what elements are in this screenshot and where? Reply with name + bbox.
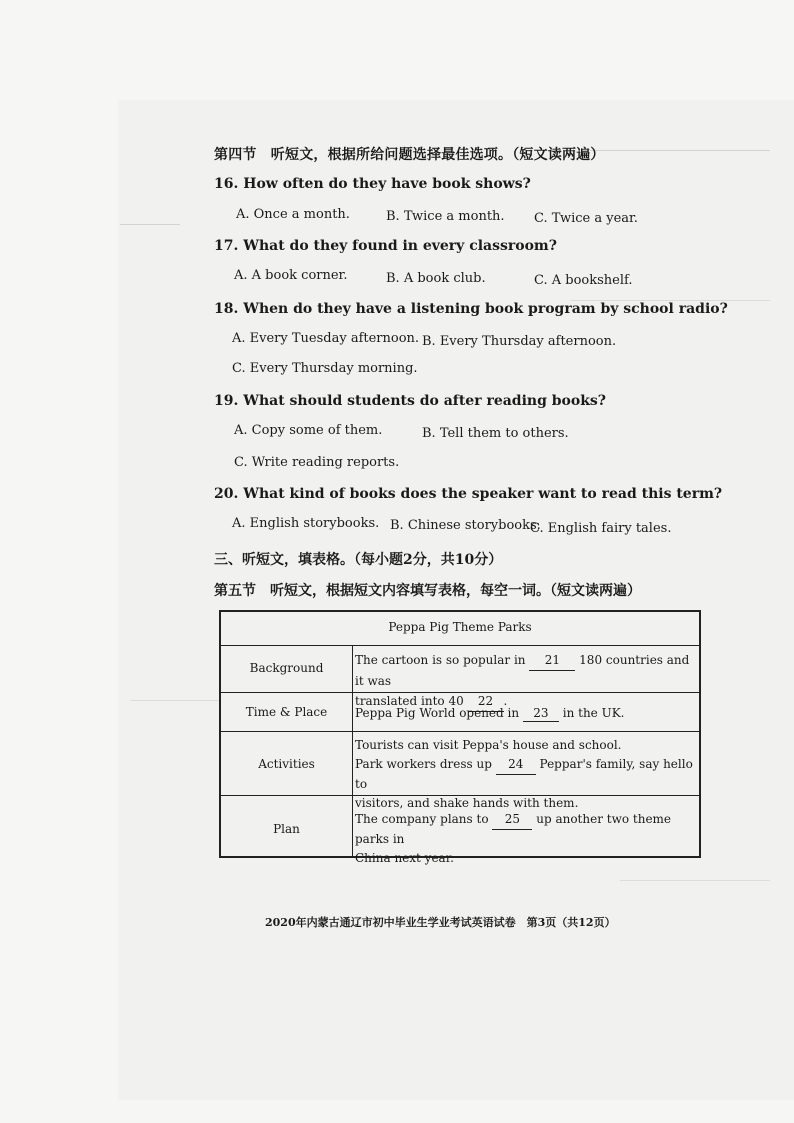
question-19: 19. What should students do after reading books? xyxy=(214,393,606,409)
activities-content xyxy=(355,736,699,813)
table-row-divider xyxy=(221,645,699,646)
table-row-divider xyxy=(221,731,699,732)
background-text: 180 countries and it was xyxy=(355,653,690,688)
question-17: 17. What do they found in every classroom? xyxy=(214,238,557,254)
question-16: 16. How often do they have book shows? xyxy=(214,176,531,192)
activities-text: Park workers dress up xyxy=(355,757,492,771)
q16-option-c: C. Twice a year. xyxy=(534,211,638,226)
question-20: 20. What kind of books does the speaker want to read this term? xyxy=(214,486,723,502)
question-18: 18. When do they have a listening book program by school radio? xyxy=(214,301,728,317)
table-column-divider xyxy=(352,645,353,856)
q19-option-b: B. Tell them to others. xyxy=(422,426,569,441)
background-text: . xyxy=(503,694,508,708)
time-content xyxy=(355,705,699,722)
background-text: The cartoon is so popular in xyxy=(355,653,526,667)
theme-parks-table xyxy=(219,610,701,865)
q17-option-a: A. A book corner. xyxy=(234,268,348,283)
bleed-through-mark xyxy=(620,880,770,881)
bleed-through-mark xyxy=(120,224,180,225)
q18-option-c: C. Every Thursday morning. xyxy=(232,361,418,376)
q20-option-a: A. English storybooks. xyxy=(232,516,380,531)
activities-text: Tourists can visit Peppa's house and school. xyxy=(355,738,622,752)
activities-text: visitors, and shake hands with them. xyxy=(355,796,579,810)
label-time-place: Time & Place xyxy=(245,705,328,719)
label-plan: Plan xyxy=(273,822,300,836)
time-text: in the UK. xyxy=(562,706,625,720)
blank-23[interactable]: 23 xyxy=(523,705,559,722)
q19-option-c: C. Write reading reports. xyxy=(234,455,400,470)
q16-option-a: A. Once a month. xyxy=(236,207,350,222)
q19-option-a: A. Copy some of them. xyxy=(234,423,383,438)
background-text: translated into 40 xyxy=(355,694,464,708)
plan-text: The company plans to xyxy=(355,812,489,826)
section4-heading: 第四节 听短文，根据所给问题选择最佳选项。（短文读两遍） xyxy=(214,147,605,163)
label-background: Background xyxy=(249,661,324,675)
table-title: Peppa Pig Theme Parks xyxy=(388,620,532,634)
q18-option-a: A. Every Tuesday afternoon. xyxy=(232,331,420,346)
plan-content xyxy=(355,810,699,868)
q20-option-c: C. English fairy tales. xyxy=(530,521,672,536)
blank-24[interactable]: 24 xyxy=(496,755,536,775)
plan-text: up another two theme parks in xyxy=(355,812,672,846)
q16-option-b: B. Twice a month. xyxy=(386,209,505,224)
plan-text: China next year. xyxy=(355,851,454,865)
page-footer: 2020年内蒙古通辽市初中毕业生学业考试英语试卷 第3页（共12页） xyxy=(265,916,616,929)
q20-option-b: B. Chinese storybooks. xyxy=(390,518,541,533)
section5-heading: 第五节 听短文，根据短文内容填写表格，每空一词。（短文读两遍） xyxy=(214,583,641,599)
blank-25[interactable]: 25 xyxy=(492,810,532,830)
part3-heading: 三、听短文，填表格。（每小题2分，共10分） xyxy=(214,552,503,568)
time-text: Peppa Pig World opened in xyxy=(355,706,520,720)
blank-21[interactable]: 21 xyxy=(529,650,575,671)
q17-option-c: C. A bookshelf. xyxy=(534,273,633,288)
blank-22[interactable]: 22 xyxy=(468,691,504,712)
q17-option-b: B. A book club. xyxy=(386,271,486,286)
q18-option-b: B. Every Thursday afternoon. xyxy=(422,334,617,349)
activities-text: Peppar's family, say hello to xyxy=(355,757,693,791)
label-activities: Activities xyxy=(258,757,315,771)
bleed-through-mark xyxy=(590,150,770,151)
bleed-through-mark xyxy=(130,700,220,701)
background-content xyxy=(355,650,699,712)
